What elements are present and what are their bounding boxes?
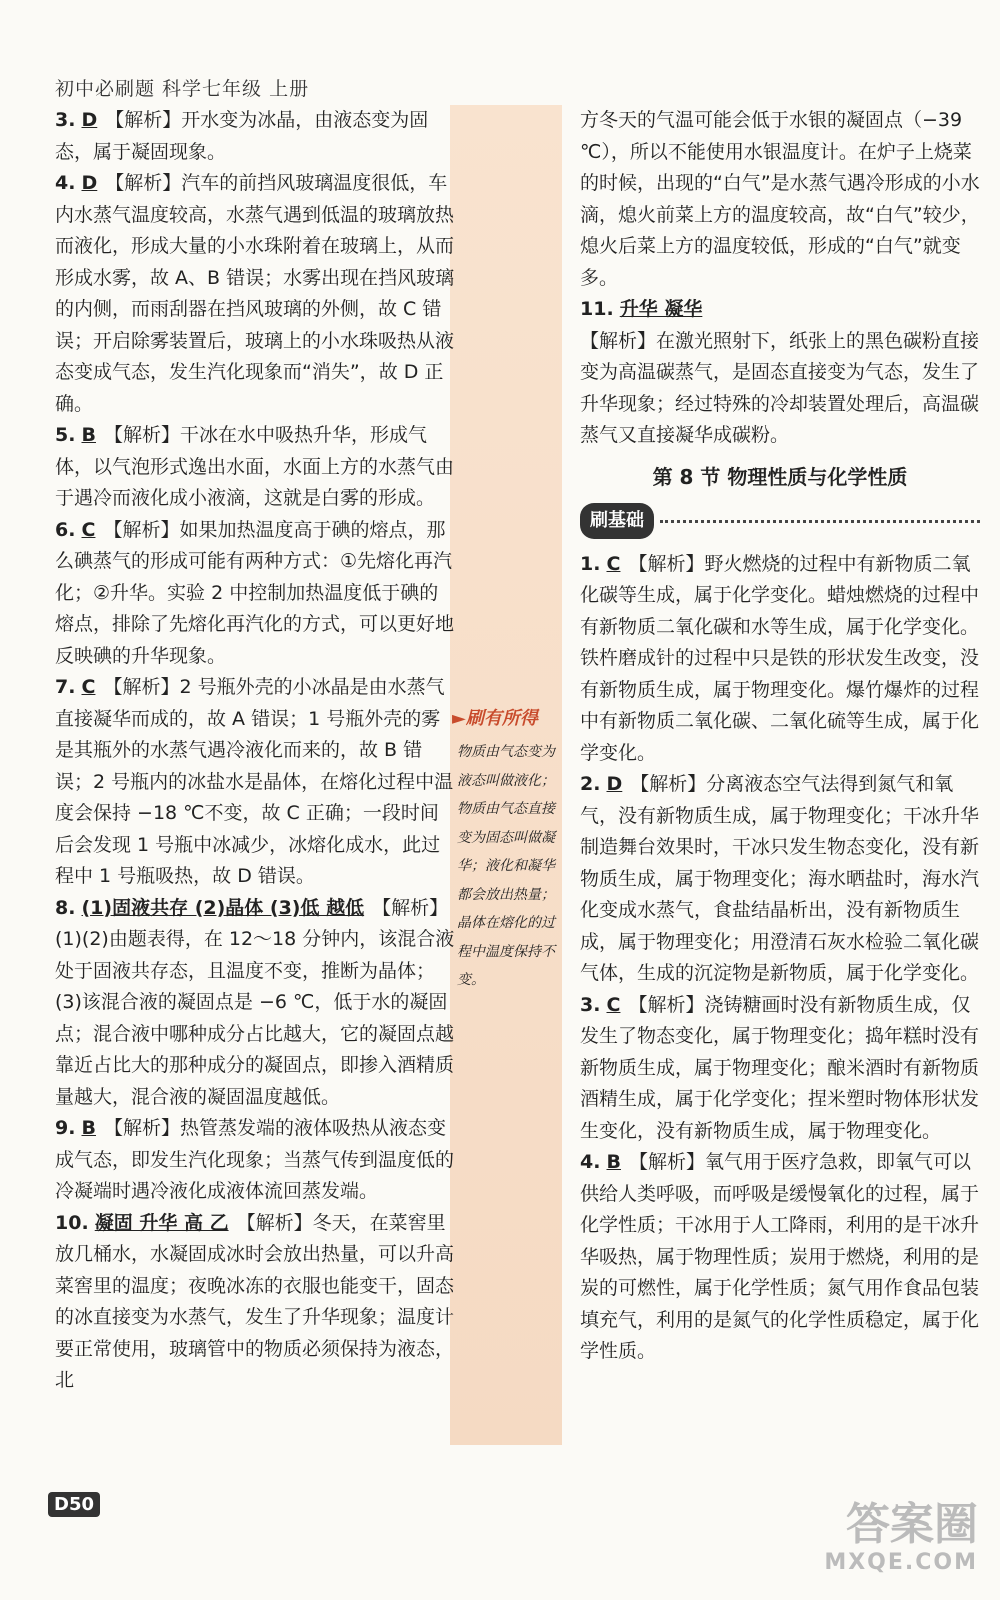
running-header: 初中必刷题 科学七年级 上册 [55,78,310,100]
question-number: 1. [580,552,601,575]
explanation: 【解析】(1)(2)由题表得，在 12～18 分钟内，该混合液处于固液共存态，且温度不变，推断为晶体；(3)该混合液的凝固点是 −6 ℃，低于水的凝固点；混合液中哪种成分占比越大，它的凝固点越靠近占比大的那种成分的凝固点，即掺入酒精质量越大，混合液的凝固温度越低。 [55,896,455,1108]
answer: C [81,676,96,698]
left-column [55,105,455,1397]
question-item [580,1147,980,1368]
question-item [580,549,980,770]
answer: C [606,993,621,1016]
question-item [55,1113,455,1208]
answer: C [81,518,96,541]
answer: 凝固 升华 高 乙 [94,1211,229,1234]
question-number: 4. [580,1151,601,1173]
badge-label: 刷基础 [580,503,654,539]
right-questions [580,549,980,1368]
question-number: 2. [580,773,601,795]
explanation: 【解析】汽车的前挡风玻璃温度很低，车内水蒸气温度较高，水蒸气遇到低温的玻璃放热而液化，形成大量的小水珠附着在玻璃上，从而形成水雾，故 A、B 错误；水雾出现在挡风玻璃的内侧，而雨刮器在挡风玻璃的外侧，故 C 错误；开启除雾装置后，玻璃上的小水珠吸热从液态变成气态，发生汽化现象而“消失”，故 D 正确。 [55,172,455,415]
explanation: 【解析】氧气用于医疗急救，即氧气可以供给人类呼吸，而呼吸是缓慢氧化的过程，属于化学性质；干冰用于人工降雨，利用的是干冰升华吸热，属于物理性质；炭用于燃烧，利用的是炭的可燃性，属于化学性质；氮气用作食品包装填充气，利用的是氮气的化学性质稳定，属于化学性质。 [580,1151,980,1362]
question-number: 3. [55,109,76,131]
question-item [55,672,455,893]
explanation: 【解析】分离液态空气法得到氮气和氧气，没有新物质生成，属于物理变化；干冰升华制造舞台效果时，干冰只发生物态变化，没有新物质生成，属于物理变化；海水晒盐时，海水汽化变成水蒸气，食盐结晶析出，没有新物质生成，属于物理变化；用澄清石灰水检验二氧化碳气体，生成的沉淀物是新物质，属于化学变化。 [580,773,980,984]
question-number: 5. [55,424,76,446]
explanation: 【解析】野火燃烧的过程中有新物质二氧化碳等生成，属于化学变化。蜡烛燃烧的过程中有新物质二氧化碳和水等生成，属于化学变化。铁杵磨成针的过程中只是铁的形状发生改变，没有新物质生成，属于物理变化。爆竹爆炸的过程中有新物质二氧化碳、二氧化硫等生成，属于化学变化。 [580,552,980,764]
watermark-text: 答案圈 [846,1499,978,1550]
question-number: 3. [580,993,601,1016]
section-title: 第 8 节 物理性质与化学性质 [652,464,908,489]
question-item [55,1208,455,1397]
question-item [55,515,455,673]
answer: B [81,1117,96,1139]
question-number: 11. [580,298,614,320]
question-item [55,168,455,420]
explanation: 【解析】开水变为冰晶，由液态变为固态，属于凝固现象。 [55,109,429,163]
dotted-rule [660,519,980,523]
question-number: 10. [55,1211,89,1234]
answer: D [81,172,98,194]
question-item [580,769,980,990]
question-number: 8. [55,896,76,919]
page-number: D50 [48,1492,100,1517]
question-number: 4. [55,172,76,194]
question-number: 7. [55,676,76,698]
right-column [580,105,980,1368]
tip-title: ►刷有所得 [452,708,538,729]
question-number: 6. [55,518,76,541]
badge-row [580,503,980,539]
question-11 [580,294,980,452]
answer: B [606,1151,621,1173]
question-item [580,990,980,1148]
question-item [55,105,455,168]
tip-body: 物质由气态变为液态叫做液化；物质由气态直接变为固态叫做凝华；液化和凝华都会放出热量；晶体在熔化的过程中温度保持不变。 [457,744,555,988]
explanation: 【解析】如果加热温度高于碘的熔点，那么碘蒸气的形成可能有两种方式：①先熔化再汽化；②升华。实验 2 中控制加热温度低于碘的熔点，排除了先熔化再汽化的方式，可以更好地反映碘的升华现象。 [55,518,455,667]
answer: C [606,552,621,575]
answer: D [606,773,623,795]
watermark-url: MXQE.COM [824,1550,978,1575]
continued-text: 方冬天的气温可能会低于水银的凝固点（−39 ℃），所以不能使用水银温度计。在炉子上烧菜的时候，出现的“白气”是水蒸气遇冷形成的小水滴，熄火前菜上方的温度较高，故“白气”较少，熄火后菜上方的温度较低，形成的“白气”就变多。 [580,109,980,289]
question-number: 9. [55,1117,76,1139]
explanation: 【解析】2 号瓶外壳的小冰晶是由水蒸气直接凝华而成的，故 A 错误；1 号瓶外壳的雾是其瓶外的水蒸气遇冷液化而来的，故 B 错误；2 号瓶内的冰盐水是晶体，在熔化过程中温度会保持 −18 ℃不变，故 C 正确；一段时间后会发现 1 号瓶中冰减少，冰熔化成水，此过程中 1 号瓶吸热，故 D 错误。 [55,676,454,887]
answer: B [81,424,96,446]
explanation: 【解析】冬天，在菜窖里放几桶水，水凝固成冰时会放出热量，可以升高菜窖里的温度；夜晚冰冻的衣服也能变干，固态的冰直接变为水蒸气，发生了升华现象；温度计要正常使用，玻璃管中的物质必须保持为液态，北 [55,1211,455,1391]
explanation: 【解析】热管蒸发端的液体吸热从液态变成气态，即发生汽化现象；当蒸气传到温度低的冷凝端时遇冷液化成液体流回蒸发端。 [55,1117,455,1202]
explanation: 【解析】浇铸糖画时没有新物质生成，仅发生了物态变化，属于物理变化；捣年糕时没有新物质生成，属于物理变化；酿米酒时有新物质酒精生成，属于化学变化；捏米塑时物体形状发生变化，没有新物质生成，属于物理变化。 [580,993,980,1142]
explanation: 【解析】干冰在水中吸热升华，形成气体，以气泡形式逸出水面，水面上方的水蒸气由于遇冷而液化成小液滴，这就是白雾的形成。 [55,424,455,509]
question-item [55,420,455,515]
answer: D [81,109,98,131]
explanation: 【解析】在激光照射下，纸张上的黑色碳粉直接变为高温碳蒸气，是固态直接变为气态，发生了升华现象；经过特殊的冷却装置处理后，高温碳蒸气又直接凝华成碳粉。 [580,329,980,446]
answer: (1)固液共存 (2)晶体 (3)低 越低 [81,896,365,919]
answer: 升华 凝华 [619,298,703,320]
question-item [55,893,455,1114]
watermark [824,1500,978,1575]
